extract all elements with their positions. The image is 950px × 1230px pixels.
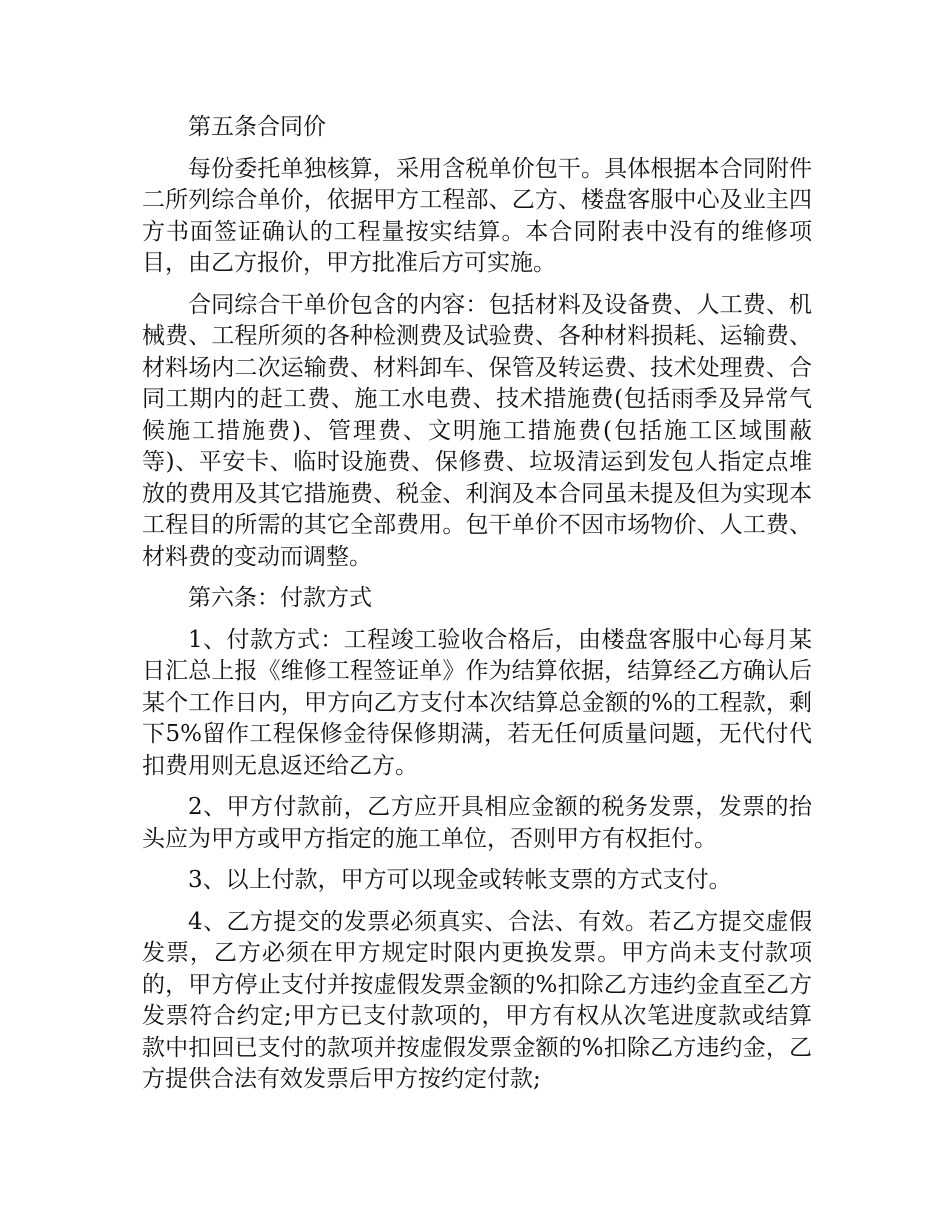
- article-6-item-3: 3、以上付款，甲方可以现金或转帐支票的方式支付。: [188, 867, 732, 893]
- article-5-heading: 第五条合同价: [188, 114, 326, 140]
- document-body: [142, 112, 812, 1106]
- article-6-item-1: 1、付款方式：工程竣工验收合格后，由楼盘客服中心每月某日汇总上报《维修工程签证单》作为结算依据，结算经乙方确认后某个工作日内，甲方向乙方支付本次结算总金额的%的工程款，剩下5%留作工程保修金待保修期满，若无任何质量问题，无代付代扣费用则无息返还给乙方。: [142, 626, 812, 779]
- article-6-item-2: 2、甲方付款前，乙方应开具相应金额的税务发票，发票的抬头应为甲方或甲方指定的施工单位，否则甲方有权拒付。: [142, 794, 812, 852]
- article-5-paragraph-1: 每份委托单独核算，采用含税单价包干。具体根据本合同附件二所列综合单价，依据甲方工程部、乙方、楼盘客服中心及业主四方书面签证确认的工程量按实结算。本合同附表中没有的维修项目，由乙方报价，甲方批准后方可实施。: [142, 155, 812, 276]
- article-6-heading: 第六条：付款方式: [188, 585, 372, 611]
- article-6-item-4: 4、乙方提交的发票必须真实、合法、有效。若乙方提交虚假发票，乙方必须在甲方规定时限内更换发票。甲方尚未支付款项的，甲方停止支付并按虚假发票金额的%扣除乙方违约金直至乙方发票符合约定;甲方已支付款项的，甲方有权从次笔进度款或结算款中扣回已支付的款项并按虚假发票金额的%扣除乙方违约金，乙方提供合法有效发票后甲方按约定付款;: [142, 908, 812, 1092]
- article-5-paragraph-2: 合同综合干单价包含的内容：包括材料及设备费、人工费、机械费、工程所须的各种检测费及试验费、各种材料损耗、运输费、材料场内二次运输费、材料卸车、保管及转运费、技术处理费、合同工期内的赶工费、施工水电费、技术措施费(包括雨季及异常气候施工措施费)、管理费、文明施工措施费(包括施工区域围蔽等)、平安卡、临时设施费、保修费、垃圾清运到发包人指定点堆放的费用及其它措施费、税金、利润及本合同虽未提及但为实现本工程目的所需的其它全部费用。包干单价不因市场物价、人工费、材料费的变动而调整。: [142, 291, 812, 570]
